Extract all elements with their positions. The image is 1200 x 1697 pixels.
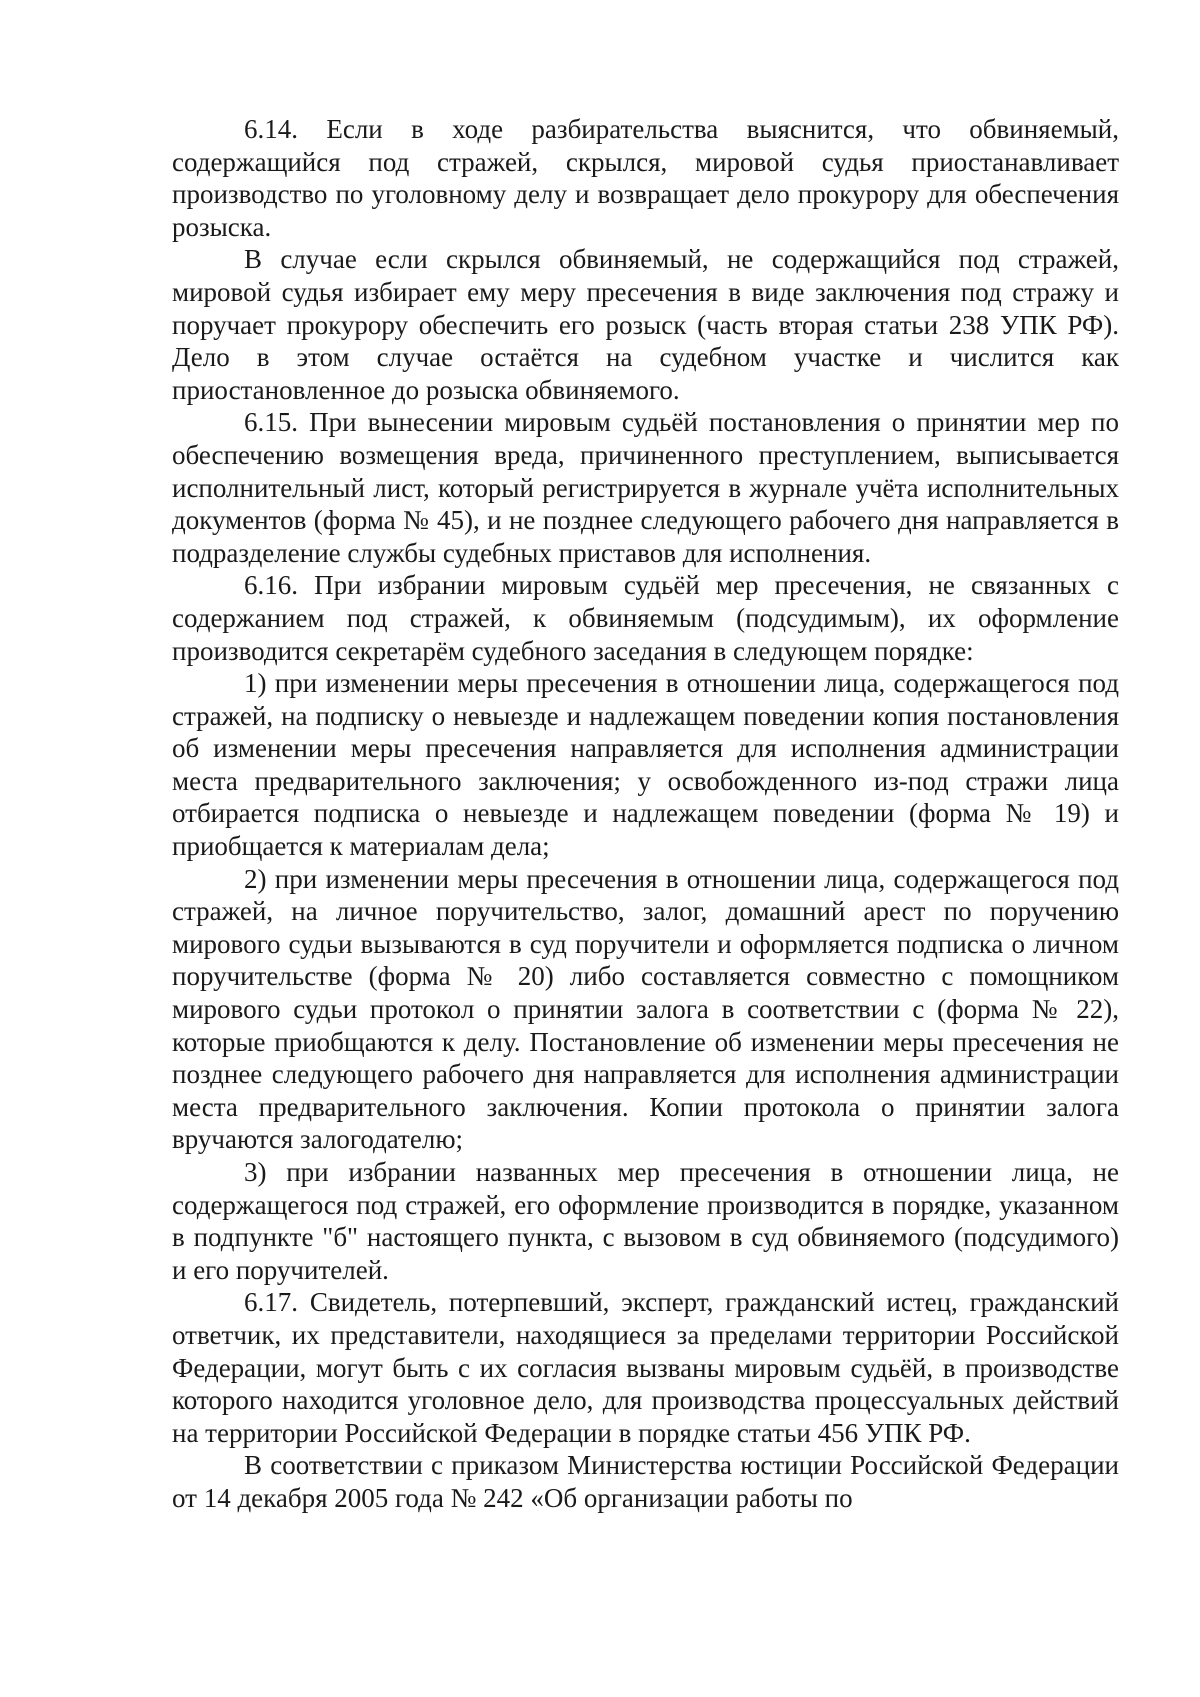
paragraph-6-16: 6.16. При избрании мировым судьёй мер пресечения, не связанных с содержанием под стражей, к обвиняемым (подсудимым), их оформление производится секретарём судебного заседания в следующем порядке: [172,570,1119,666]
paragraph-6-17-continued: В соответствии с приказом Министерства юстиции Российской Федерации от 14 декабря 2005 года № 242 «Об организации работы по [172,1450,1119,1513]
paragraph-6-15: 6.15. При вынесении мировым судьёй постановления о принятии мер по обеспечению возмещения вреда, причиненного преступлением, выписывается исполнительный лист, который регистрируется в журнале учёта исполнительных документов (форма № 45), и не позднее следующего рабочего дня направляется в подразделение службы судебных приставов для исполнения. [172,407,1119,568]
document-body [172,113,1119,1515]
paragraph-6-14-continued: В случае если скрылся обвиняемый, не содержащийся под стражей, мировой судья избирает ему меру пресечения в виде заключения под стражу и поручает прокурору обеспечить его розыск (часть вторая статьи 238 УПК РФ). Дело в этом случае остаётся на судебном участке и числится как приостановленное до розыска обвиняемого. [172,244,1119,405]
paragraph-6-17: 6.17. Свидетель, потерпевший, эксперт, гражданский истец, гражданский ответчик, их представители, находящиеся за пределами территории Российской Федерации, могут быть с их согласия вызваны мировым судьёй, в производстве которого находится уголовное дело, для производства процессуальных действий на территории Российской Федерации в порядке статьи 456 УПК РФ. [172,1287,1119,1448]
paragraph-6-14: 6.14. Если в ходе разбирательства выяснится, что обвиняемый, содержащийся под стражей, скрылся, мировой судья приостанавливает производство по уголовному делу и возвращает дело прокурору для обеспечения розыска. [172,114,1119,242]
paragraph-6-16-item-2: 2) при изменении меры пресечения в отношении лица, содержащегося под стражей, на личное поручительство, залог, домашний арест по поручению мирового судьи вызываются в суд поручители и оформляется подписка о личном поручительстве (форма № 20) либо составляется совместно с помощником мирового судьи протокол о принятии залога в соответствии с (форма № 22), которые приобщаются к делу. Постановление об изменении меры пресечения не позднее следующего рабочего дня направляется для исполнения администрации места предварительного заключения. Копии протокола о принятии залога вручаются залогодателю; [172,863,1119,1155]
paragraph-6-16-item-1: 1) при изменении меры пресечения в отношении лица, содержащегося под стражей, на подписку о невыезде и надлежащем поведении копия постановления об изменении меры пресечения направляется для исполнения администрации места предварительного заключения; у освобожденного из-под стражи лица отбирается подписка о невыезде и надлежащем поведении (форма № 19) и приобщается к материалам дела; [172,668,1119,862]
paragraph-6-16-item-3: 3) при избрании названных мер пресечения в отношении лица, не содержащегося под стражей, его оформление производится в порядке, указанном в подпункте "б" настоящего пункта, с вызовом в суд обвиняемого (подсудимого) и его поручителей. [172,1157,1119,1285]
